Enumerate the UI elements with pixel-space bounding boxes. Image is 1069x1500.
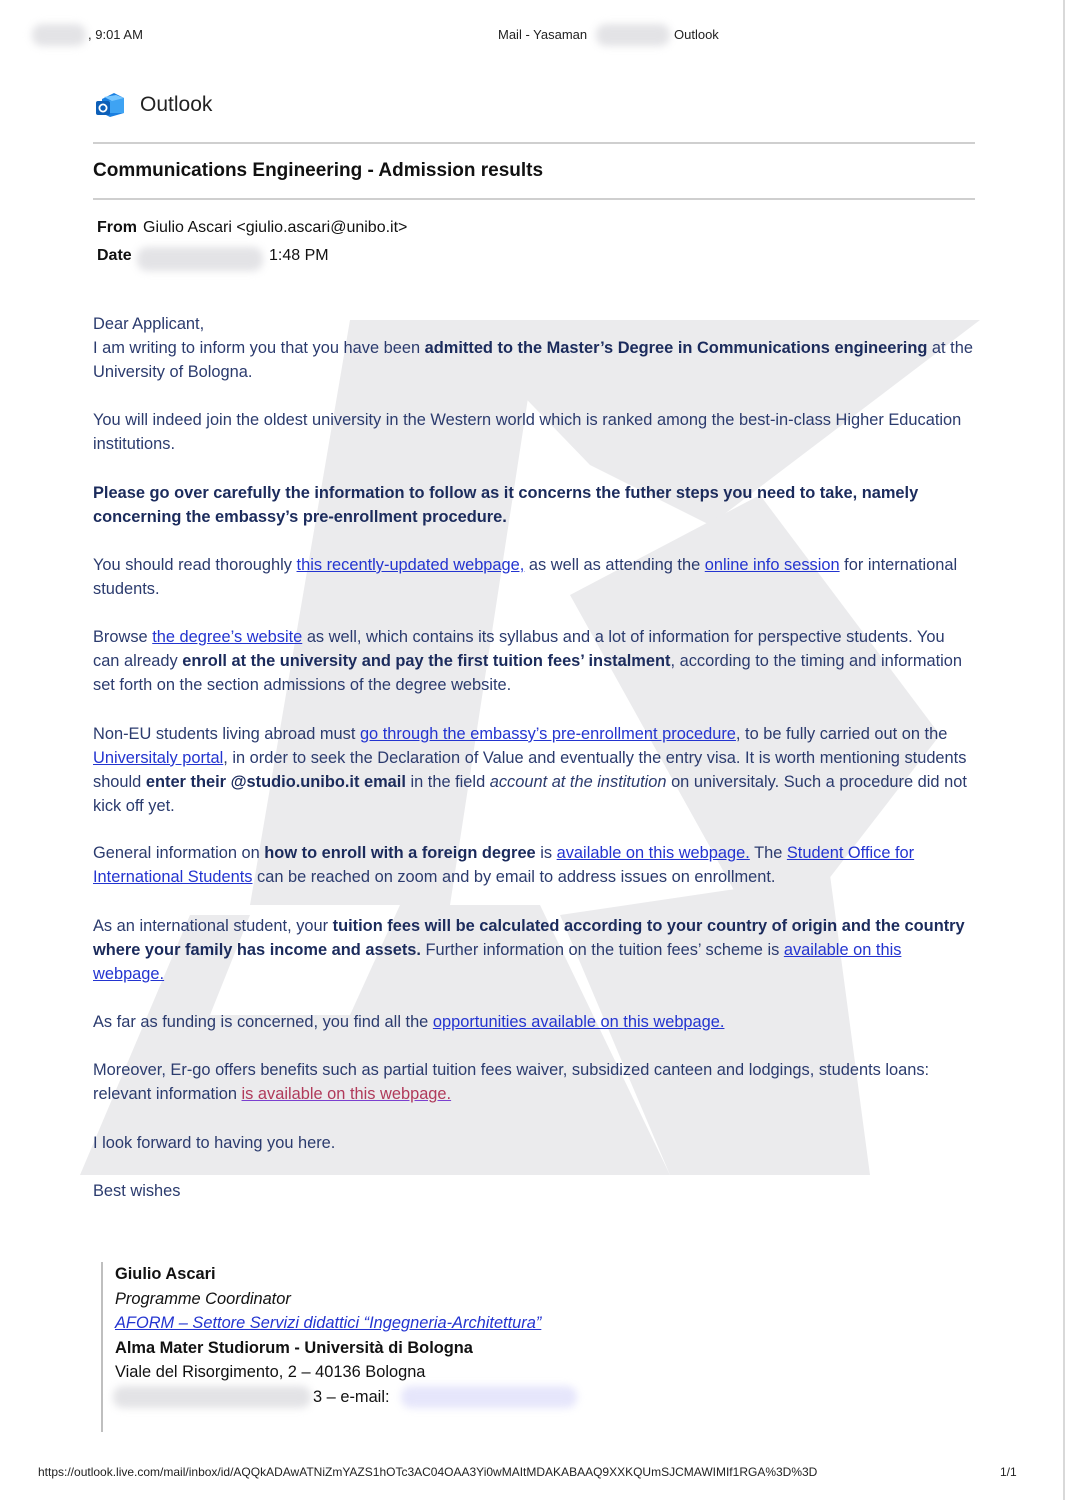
redacted-date-value xyxy=(137,247,263,271)
redacted-date xyxy=(32,24,86,46)
text-span: I am writing to inform you that you have been xyxy=(93,339,425,357)
from-label: From xyxy=(97,219,137,236)
body-paragraph xyxy=(93,1131,973,1155)
body-paragraph xyxy=(93,914,973,986)
divider xyxy=(93,142,975,144)
greeting: Dear Applicant, xyxy=(93,315,205,333)
body-paragraph xyxy=(93,553,973,601)
text-span: at the University of Bologna. xyxy=(93,339,973,381)
body-paragraph xyxy=(93,722,973,818)
divider xyxy=(93,198,975,200)
outlook-logo-icon xyxy=(94,89,126,121)
text-span: for international students. xyxy=(93,556,958,598)
foreign-degree-highlight: how to enroll with a foreign degree xyxy=(264,844,536,862)
pre-enrollment-link[interactable]: go through the embassy’s pre-enrollment procedure xyxy=(359,725,736,743)
text-span: Further information on the tuition fees’ scheme is xyxy=(420,941,784,959)
body-paragraph xyxy=(93,1058,973,1106)
from-row xyxy=(97,219,407,237)
body-paragraph xyxy=(93,336,973,384)
date-value: 1:48 PM xyxy=(269,247,329,264)
ergo-link[interactable]: is available on this webpage. xyxy=(241,1085,452,1103)
signature-role: Programme Coordinator xyxy=(115,1289,291,1308)
signature-address: Viale del Risorgimento, 2 – 40136 Bologna xyxy=(115,1363,426,1381)
text-span: on universitaly. Such a procedure did not kick off yet. xyxy=(93,773,967,815)
body-paragraph xyxy=(93,625,973,697)
student-office-link[interactable]: Student Office for International Students xyxy=(93,844,915,886)
body-paragraph xyxy=(93,1010,973,1034)
signature-org: Alma Mater Studiorum - Università di Bologna xyxy=(115,1338,473,1357)
outlook-brand xyxy=(94,88,212,122)
print-app-name: Outlook xyxy=(674,27,719,42)
email-highlight: enter their @studio.unibo.it email xyxy=(145,773,406,791)
body-paragraph xyxy=(93,481,973,529)
text-span: as well, which contains its syllabus and a lot of information for perspective students. You can already xyxy=(93,628,945,670)
text-span: Moreover, Er-go offers benefits such as partial tuition fees waiver, subsidized canteen and lodgings, students loans: relevant information xyxy=(93,1061,930,1103)
signature-name: Giulio Ascari xyxy=(115,1265,216,1283)
tuition-scheme-link[interactable]: available on this webpage. xyxy=(93,941,902,983)
text-span: You should read thoroughly xyxy=(93,556,297,574)
text-span: as well as attending the xyxy=(524,556,705,574)
text-span: , according to the timing and information set forth on the section admissions of the degree website. xyxy=(93,652,963,694)
redacted-email xyxy=(401,1386,577,1408)
recent-webpage-link[interactable]: this recently-updated webpage, xyxy=(296,556,525,574)
instruction-bold: Please go over carefully the information to follow as it concerns the futher steps you need to take, namely concerning the embassy’s pre-enrollment procedure. xyxy=(93,484,919,526)
text-span: Non-EU students living abroad must xyxy=(93,725,360,743)
text-span: is xyxy=(535,844,557,862)
universitaly-portal-link[interactable]: Universitaly portal xyxy=(93,749,224,767)
body-paragraph xyxy=(93,408,973,456)
funding-link[interactable]: opportunities available on this webpage. xyxy=(432,1013,725,1031)
sign-off xyxy=(93,1179,973,1203)
print-page-number: 1/1 xyxy=(1000,1465,1017,1479)
department-link[interactable]: AFORM – Settore Servizi didattici “Ingegneria-Architettura” xyxy=(115,1314,542,1332)
print-header xyxy=(0,26,1069,46)
text-span: The xyxy=(749,844,787,862)
info-session-link[interactable]: online info session xyxy=(704,556,840,574)
paragraph-text: You will indeed join the oldest university in the Western world which is ranked among the best-in-class Higher Education institutions. xyxy=(93,411,962,453)
foreign-degree-link[interactable]: available on this webpage. xyxy=(556,844,750,862)
redacted-phone xyxy=(113,1386,311,1408)
closing-sentence: I look forward to having you here. xyxy=(93,1134,336,1152)
tuition-highlight: tuition fees will be calculated according to your country of origin and the country where your family has income and assets. xyxy=(93,917,965,959)
date-row xyxy=(97,247,138,265)
degree-website-link[interactable]: the degree’s website xyxy=(152,628,303,646)
text-span: , to be fully carried out on the xyxy=(735,725,948,743)
signature-contact xyxy=(115,1385,541,1409)
date-label: Date xyxy=(97,247,132,264)
best-wishes: Best wishes xyxy=(93,1182,181,1200)
admission-highlight: admitted to the Master’s Degree in Communications engineering xyxy=(424,339,928,357)
print-title: Mail - Yasaman xyxy=(498,27,588,42)
app-name: Outlook xyxy=(140,93,213,116)
redacted-name xyxy=(596,24,670,46)
text-span: , in order to seek the Declaration of Value and eventually the entry visa. It is worth mentioning students should xyxy=(93,749,967,791)
text-span: As an international student, your xyxy=(93,917,333,935)
email-body xyxy=(93,312,973,384)
from-value: Giulio Ascari <giulio.ascari@unibo.it> xyxy=(143,219,408,236)
signature-block xyxy=(101,1262,541,1432)
print-time: , 9:01 AM xyxy=(88,27,143,42)
text-span: in the field xyxy=(405,773,490,791)
print-footer-url: https://outlook.live.com/mail/inbox/id/AQQkADAwATNiZmYAZS1hOTc3AC04OAA3Yi0wMAItMDAKABAAQ9XXKQUmSJCMAWIMIf1RGA%3D%3D xyxy=(38,1465,818,1479)
text-span: Browse xyxy=(93,628,153,646)
contact-label: 3 – e-mail: xyxy=(313,1387,390,1406)
text-span: General information on xyxy=(93,844,265,862)
email-subject: Communications Engineering - Admission results xyxy=(93,160,544,181)
text-span: can be reached on zoom and by email to address issues on enrollment. xyxy=(252,868,776,886)
field-name: account at the institution xyxy=(489,773,667,791)
text-span: As far as funding is concerned, you find all the xyxy=(93,1013,433,1031)
enroll-highlight: enroll at the university and pay the first tuition fees’ instalment xyxy=(182,652,671,670)
body-paragraph xyxy=(93,841,973,889)
